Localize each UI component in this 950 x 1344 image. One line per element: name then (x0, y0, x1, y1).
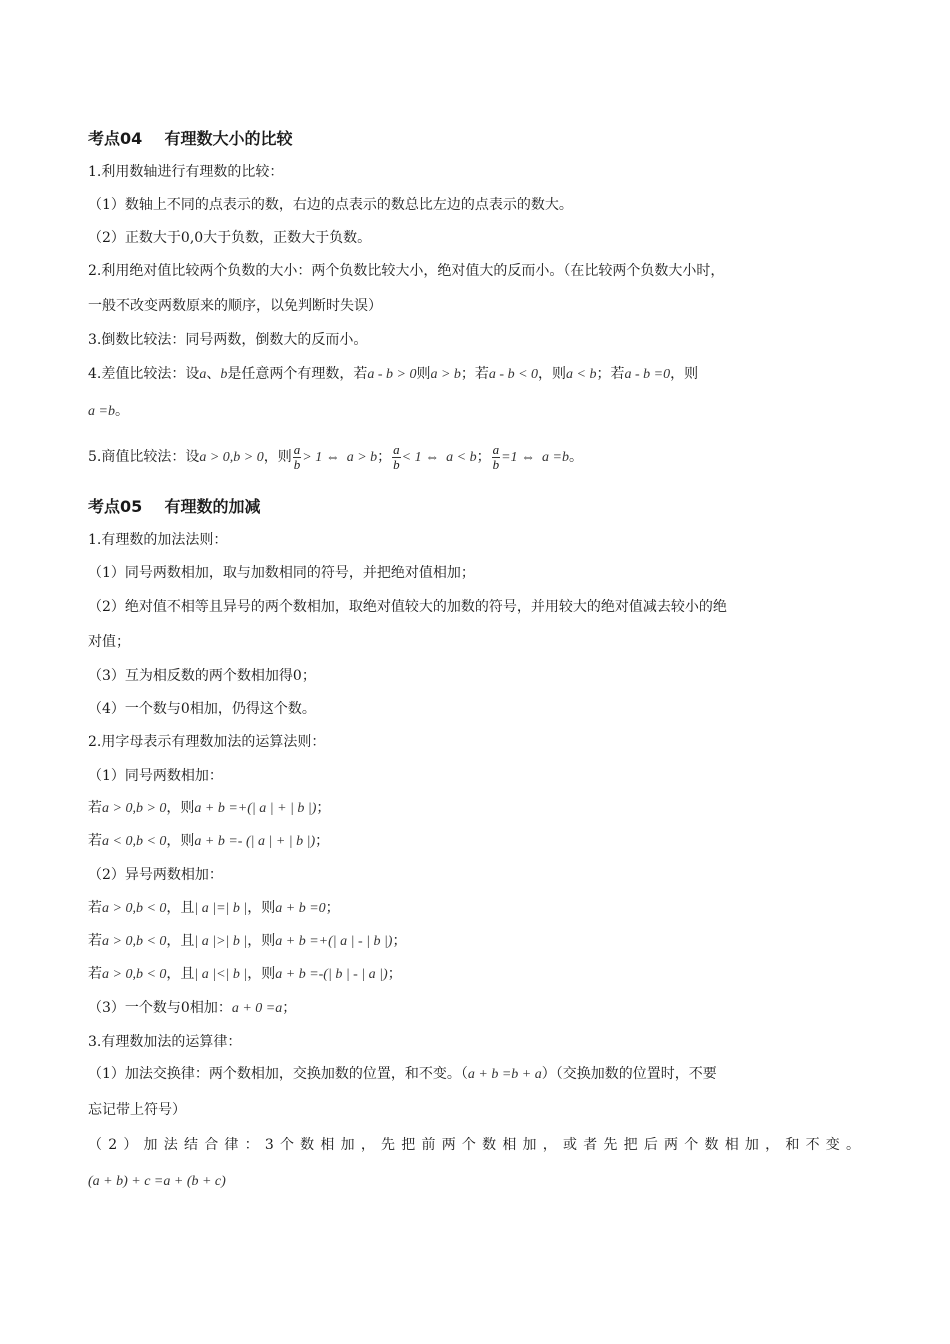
paragraph: 1.利用数轴进行有理数的比较： (88, 164, 284, 180)
section-05-title: 考点05 有理数的加减 (88, 497, 261, 516)
paragraph: （1）同号两数相加，取与加数相同的符号，并把绝对值相加； (88, 565, 475, 581)
paragraph: 2.利用绝对值比较两个负数的大小：两个负数比较大小，绝对值大的反而小。（在比较两个负数大小时， (88, 263, 725, 279)
paragraph: （2）绝对值不相等且异号的两个数相加，取绝对值较大的加数的符号，并用较大的绝对值减去较小的绝 (88, 599, 727, 615)
formula-line: 若a > 0,b < 0，且| a |>| b |，则a + b =+(| a | - | b |)； (88, 933, 407, 949)
paragraph: （4）一个数与0相加，仍得这个数。 (88, 701, 316, 717)
difference-comparison-line: 4.差值比较法：设a、b是任意两个有理数，若a - b > 0则a > b；若a - b < 0，则a < b；若a - b =0，则 (88, 366, 699, 382)
formula-line: 若a < 0,b < 0，则a + b =- (| a | + | b |)； (88, 833, 330, 849)
associative-law-line: （2）加法结合律：3个数相加，先把前两个数相加，或者先把后两个数相加，和不变。 (88, 1137, 864, 1153)
formula-line: (a + b) + c =a + (b + c) (88, 1174, 226, 1189)
formula-line: 若a > 0,b > 0，则a + b =+(| a | + | b |)； (88, 800, 331, 816)
section-04-title: 考点04 有理数大小的比较 (88, 129, 293, 148)
formula-line: 若a > 0,b < 0，且| a |=| b |，则a + b =0； (88, 900, 340, 916)
paragraph: （3）互为相反数的两个数相加得0； (88, 668, 316, 684)
quotient-comparison-line: 5.商值比较法：设a > 0,b > 0，则 $\frac{a}{b}$ > 1 ⇔ a > b； $\frac{a}{b}$ < 1 ⇔ a < b； $\frac{a}{b}$ =1 ⇔ a =b。 (88, 441, 583, 472)
paragraph: 1.有理数的加法法则： (88, 532, 228, 548)
fraction-a-over-b: $\frac{a}{b}$ (492, 441, 500, 472)
formula-line: （3）一个数与0相加：a + 0 =a； (88, 1000, 297, 1016)
difference-comparison-line-cont: a =b。 (88, 403, 129, 419)
paragraph: 对值； (88, 634, 130, 650)
fraction-a-over-b: $\frac{a}{b}$ (293, 441, 301, 472)
paragraph: 3.倒数比较法：同号两数，倒数大的反而小。 (88, 332, 368, 348)
paragraph: （2）异号两数相加： (88, 867, 223, 883)
paragraph: 一般不改变两数原来的顺序，以免判断时失误） (88, 298, 382, 314)
paragraph: 2.用字母表示有理数加法的运算法则： (88, 734, 326, 750)
commutative-law-line: （1）加法交换律：两个数相加，交换加数的位置，和不变。（a + b =b + a）（交换加数的位置时，不要 (88, 1066, 717, 1082)
fraction-a-over-b: $\frac{a}{b}$ (393, 441, 400, 472)
formula-line: 若a > 0,b < 0，且| a |<| b |，则a + b =-(| b | - | a |)； (88, 966, 402, 982)
paragraph: 忘记带上符号） (88, 1102, 186, 1118)
paragraph: （2）正数大于0,0大于负数，正数大于负数。 (88, 230, 372, 246)
paragraph: （1）数轴上不同的点表示的数，右边的点表示的数总比左边的点表示的数大。 (88, 197, 573, 213)
paragraph: 3.有理数加法的运算律： (88, 1034, 242, 1050)
paragraph: （1）同号两数相加： (88, 768, 223, 784)
